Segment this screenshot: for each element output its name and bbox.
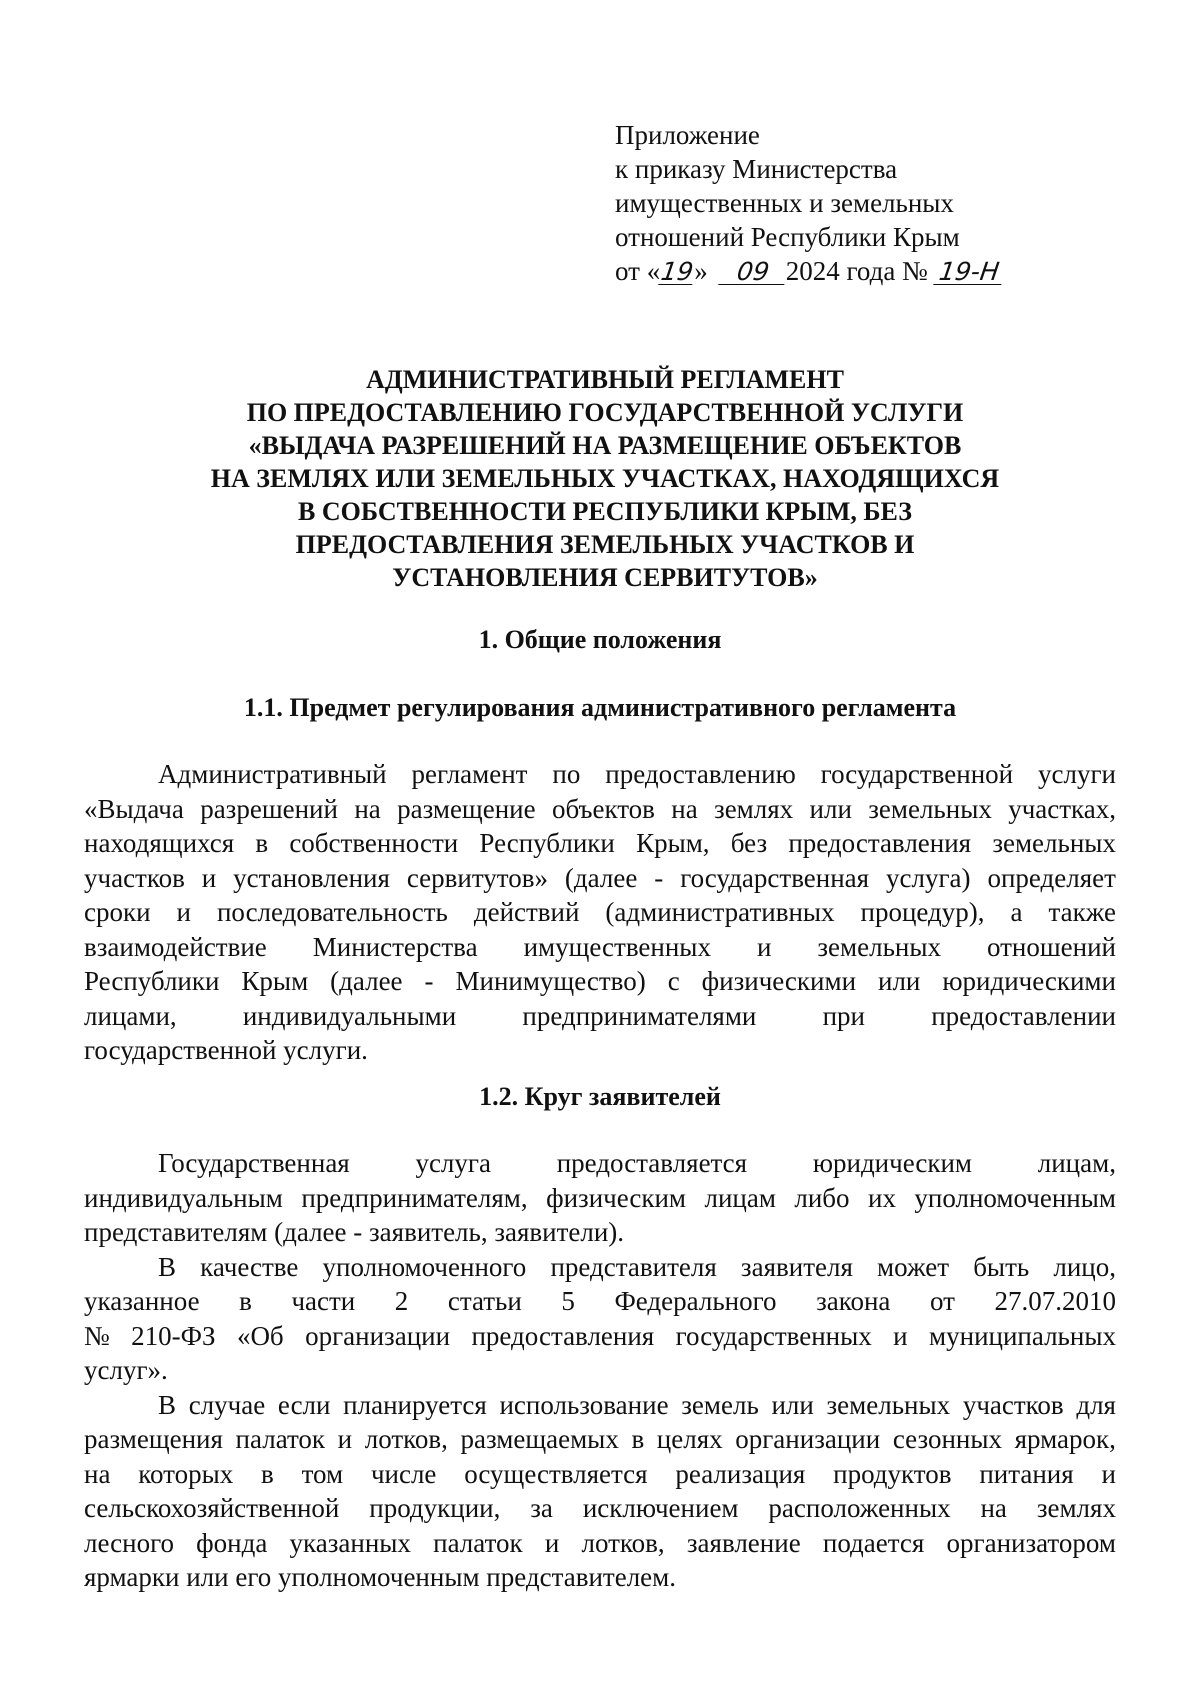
word: размещаемых xyxy=(460,1424,619,1454)
word: (далее xyxy=(564,862,638,893)
word: 210-ФЗ xyxy=(131,1320,216,1351)
word: или xyxy=(809,793,852,824)
word: в xyxy=(261,1458,274,1489)
word: и xyxy=(893,1320,908,1351)
word: (административных xyxy=(605,897,835,927)
word: лицам xyxy=(704,1182,776,1213)
word: государственная xyxy=(680,862,870,893)
text-line xyxy=(84,826,1116,861)
word: лицо, xyxy=(1053,1251,1116,1282)
handwritten-day: 19 xyxy=(659,257,696,286)
word: последовательность xyxy=(216,897,448,927)
word: регламент xyxy=(411,759,528,789)
word: лицами, xyxy=(84,1000,177,1031)
paragraph-1 xyxy=(84,757,1116,1068)
word: государственной xyxy=(820,759,1014,789)
word: собственности xyxy=(289,828,459,858)
section-1-2-body xyxy=(84,1146,1116,1595)
word: а xyxy=(1010,897,1023,927)
word: В xyxy=(158,1251,177,1282)
word: в xyxy=(239,1286,252,1316)
word: статьи xyxy=(447,1286,522,1316)
word: уполномоченным xyxy=(914,1182,1116,1213)
date-day-close: » xyxy=(694,256,708,286)
word: земель xyxy=(681,1389,759,1420)
appendix-line-1: Приложение xyxy=(615,120,760,150)
appendix-date-line xyxy=(615,254,1003,288)
word: которых xyxy=(138,1458,234,1489)
word: физическим xyxy=(546,1182,687,1213)
word: если xyxy=(277,1389,331,1420)
word: размещение xyxy=(397,793,536,824)
word: действий xyxy=(473,897,580,927)
word: планируется xyxy=(343,1389,487,1420)
word: землях xyxy=(1036,1493,1116,1523)
word: и xyxy=(337,1424,353,1454)
word: также xyxy=(1048,897,1116,927)
word: организации xyxy=(735,1424,881,1454)
word: продуктов xyxy=(833,1458,952,1489)
text-line xyxy=(84,1457,1116,1492)
word: 27.07.2010 xyxy=(994,1286,1116,1316)
word: находящихся xyxy=(84,828,235,858)
word: на xyxy=(980,1493,1007,1523)
word: реализация xyxy=(675,1458,806,1489)
word: указанное xyxy=(84,1286,200,1316)
word: случае xyxy=(188,1389,266,1420)
title-line-5: В СОБСТВЕННОСТИ РЕСПУБЛИКИ КРЫМ, БЕЗ xyxy=(298,497,912,526)
word: фонда xyxy=(196,1527,268,1558)
title-line-1: АДМИНИСТРАТИВНЫЙ РЕГЛАМЕНТ xyxy=(366,365,844,394)
handwritten-month: 09 xyxy=(718,260,788,285)
word: юридическими xyxy=(942,966,1116,996)
word: услуга xyxy=(415,1148,491,1178)
text-line xyxy=(84,861,1116,896)
word: без xyxy=(730,828,768,858)
word: земельных xyxy=(826,1389,951,1420)
word: участков xyxy=(84,862,185,893)
word: предпринимателям, xyxy=(301,1182,528,1213)
word: участках, xyxy=(1008,793,1116,824)
text-line xyxy=(84,792,1116,827)
word: государственных xyxy=(675,1320,872,1351)
word: осуществляется xyxy=(464,1458,648,1489)
appendix-block xyxy=(615,118,1003,288)
text-line-last: представителям (далее - заявитель, заявители). xyxy=(84,1217,625,1247)
word: в xyxy=(255,828,269,858)
text-line-last: услуг». xyxy=(84,1355,168,1385)
word: физическими xyxy=(701,966,857,996)
text-line xyxy=(84,1491,1116,1526)
word: или xyxy=(878,966,921,996)
word: земельных xyxy=(868,793,992,824)
word: участков xyxy=(962,1389,1064,1420)
text-line xyxy=(84,1250,1116,1285)
word: качестве xyxy=(200,1251,299,1282)
word: заявление xyxy=(686,1527,801,1558)
word: Административный xyxy=(158,759,387,789)
word: питания xyxy=(979,1458,1074,1489)
word: Минимущество) xyxy=(455,966,646,996)
word: за xyxy=(530,1493,553,1523)
word: установления xyxy=(233,862,390,893)
word: палаток xyxy=(235,1424,326,1454)
word: и xyxy=(201,862,217,893)
word: или xyxy=(771,1389,814,1420)
word: предоставления xyxy=(471,1320,655,1351)
title-line-6: ПРЕДОСТАВЛЕНИЯ ЗЕМЕЛЬНЫХ УЧАСТКОВ И xyxy=(295,530,915,559)
word: Государственная xyxy=(158,1148,350,1178)
word: использование xyxy=(499,1389,669,1420)
word: либо xyxy=(794,1182,850,1213)
word: лотков, xyxy=(581,1527,665,1558)
word: Республики xyxy=(84,966,220,996)
word: размещения xyxy=(84,1424,223,1454)
word: расположенных xyxy=(768,1493,951,1523)
text-line xyxy=(84,964,1116,999)
word: ярмарок, xyxy=(1014,1424,1116,1454)
word: земельных xyxy=(817,931,941,962)
title-line-7: УСТАНОВЛЕНИЯ СЕРВИТУТОВ» xyxy=(392,563,818,592)
word: от xyxy=(929,1286,955,1316)
word: числе xyxy=(370,1458,437,1489)
word: № xyxy=(84,1320,110,1351)
word: представителя xyxy=(550,1251,717,1282)
word: продукции, xyxy=(369,1493,501,1523)
word: сроки xyxy=(84,897,151,927)
word: и xyxy=(176,897,191,927)
section-heading-1-2: 1.2. Круг заявителей xyxy=(479,1082,721,1111)
word: предоставлении xyxy=(931,1000,1116,1031)
word: имущественных xyxy=(523,931,711,962)
word: сезонных xyxy=(892,1424,1002,1454)
word: организации xyxy=(305,1320,451,1351)
word: организатором xyxy=(946,1527,1116,1558)
text-line xyxy=(84,1422,1116,1457)
word: лотков, xyxy=(364,1424,448,1454)
word: сельскохозяйственной xyxy=(84,1493,340,1523)
title-line-4: НА ЗЕМЛЯХ ИЛИ ЗЕМЕЛЬНЫХ УЧАСТКАХ, НАХОДЯЩИХСЯ xyxy=(210,464,1000,493)
word: указанных xyxy=(289,1527,411,1558)
word: на xyxy=(354,793,381,824)
word: услуга) xyxy=(886,862,971,893)
word: определяет xyxy=(987,862,1116,893)
word: процедур), xyxy=(860,897,985,927)
word: индивидуальными xyxy=(242,1000,457,1031)
word: исключением xyxy=(582,1493,739,1523)
title-line-3: «ВЫДАЧА РАЗРЕШЕНИЙ НА РАЗМЕЩЕНИЕ ОБЪЕКТОВ xyxy=(248,431,962,460)
word: и xyxy=(756,931,772,962)
word: закона xyxy=(816,1286,891,1316)
word: предоставления xyxy=(788,828,972,858)
word: на xyxy=(84,1458,111,1489)
text-line xyxy=(84,1319,1116,1354)
word: Министерства xyxy=(312,931,478,962)
date-prefix: от « xyxy=(615,256,661,286)
word: быть xyxy=(973,1251,1030,1282)
word: уполномоченного xyxy=(322,1251,527,1282)
word: - xyxy=(654,862,664,893)
word: Крым, xyxy=(636,828,710,858)
word: на xyxy=(671,793,698,824)
word: 5 xyxy=(561,1286,575,1316)
text-line xyxy=(84,1146,1116,1181)
word: юридическим xyxy=(812,1148,973,1178)
word: - xyxy=(424,966,434,996)
title-line-2: ПО ПРЕДОСТАВЛЕНИЮ ГОСУДАРСТВЕННОЙ УСЛУГИ xyxy=(246,398,964,427)
appendix-line-2: к приказу Министерства xyxy=(615,154,898,184)
word: части xyxy=(291,1286,356,1316)
word: Крым xyxy=(241,966,309,996)
word: их xyxy=(868,1182,896,1213)
text-line xyxy=(84,757,1116,792)
section-1-1-body xyxy=(84,757,1116,1068)
text-line xyxy=(84,930,1116,965)
word: заявителя xyxy=(740,1251,853,1282)
word: том xyxy=(301,1458,344,1489)
appendix-line-3: имущественных и земельных xyxy=(615,188,954,218)
word: в xyxy=(631,1424,645,1454)
word: (далее xyxy=(330,966,403,996)
handwritten-order-number: 19-Н xyxy=(933,260,1005,285)
appendix-line-4: отношений Республики Крым xyxy=(615,222,960,252)
word: подается xyxy=(822,1527,925,1558)
text-line-last: государственной услуги. xyxy=(84,1035,368,1065)
section-heading-1-1: 1.1. Предмет регулирования административного регламента xyxy=(243,693,957,722)
text-line xyxy=(84,1526,1116,1561)
word: земельных xyxy=(992,828,1116,858)
word: разрешений xyxy=(200,793,338,824)
word: «Выдача xyxy=(84,793,184,824)
word: при xyxy=(822,1000,865,1031)
word: предоставлению xyxy=(605,759,796,789)
paragraph-4 xyxy=(84,1388,1116,1595)
word: услуги xyxy=(1038,759,1116,789)
word: землях xyxy=(714,793,794,824)
word: с xyxy=(667,966,680,996)
paragraph-2 xyxy=(84,1146,1116,1250)
date-year-text: 2024 года № xyxy=(785,256,928,286)
word: индивидуальным xyxy=(84,1182,283,1213)
word: предпринимателями xyxy=(522,1000,757,1031)
word: сервитутов» xyxy=(406,862,548,893)
word: по xyxy=(552,759,581,789)
word: взаимодействие xyxy=(84,931,267,962)
word: В xyxy=(158,1389,177,1420)
word: 2 xyxy=(394,1286,409,1316)
word: Федерального xyxy=(614,1286,777,1316)
document-title xyxy=(150,363,1060,594)
word: муниципальных xyxy=(929,1320,1116,1351)
text-line-last: ярмарки или его уполномоченным представителем. xyxy=(84,1562,676,1592)
text-line xyxy=(84,999,1116,1034)
word: предоставляется xyxy=(556,1148,748,1178)
word: может xyxy=(877,1251,950,1282)
word: лицам, xyxy=(1037,1148,1116,1178)
text-line xyxy=(84,895,1116,930)
word: и xyxy=(1101,1458,1116,1489)
text-line xyxy=(84,1181,1116,1216)
paragraph-3 xyxy=(84,1250,1116,1388)
word: объектов xyxy=(551,793,655,824)
word: лесного xyxy=(84,1527,174,1558)
word: Республики xyxy=(479,828,615,858)
text-line xyxy=(84,1388,1116,1423)
text-line xyxy=(84,1284,1116,1319)
word: «Об xyxy=(236,1320,284,1351)
word: и xyxy=(544,1527,560,1558)
word: отношений xyxy=(986,931,1116,962)
word: целях xyxy=(656,1424,723,1454)
word: для xyxy=(1076,1389,1116,1420)
section-heading-1: 1. Общие положения xyxy=(478,625,722,654)
word: палаток xyxy=(433,1527,523,1558)
